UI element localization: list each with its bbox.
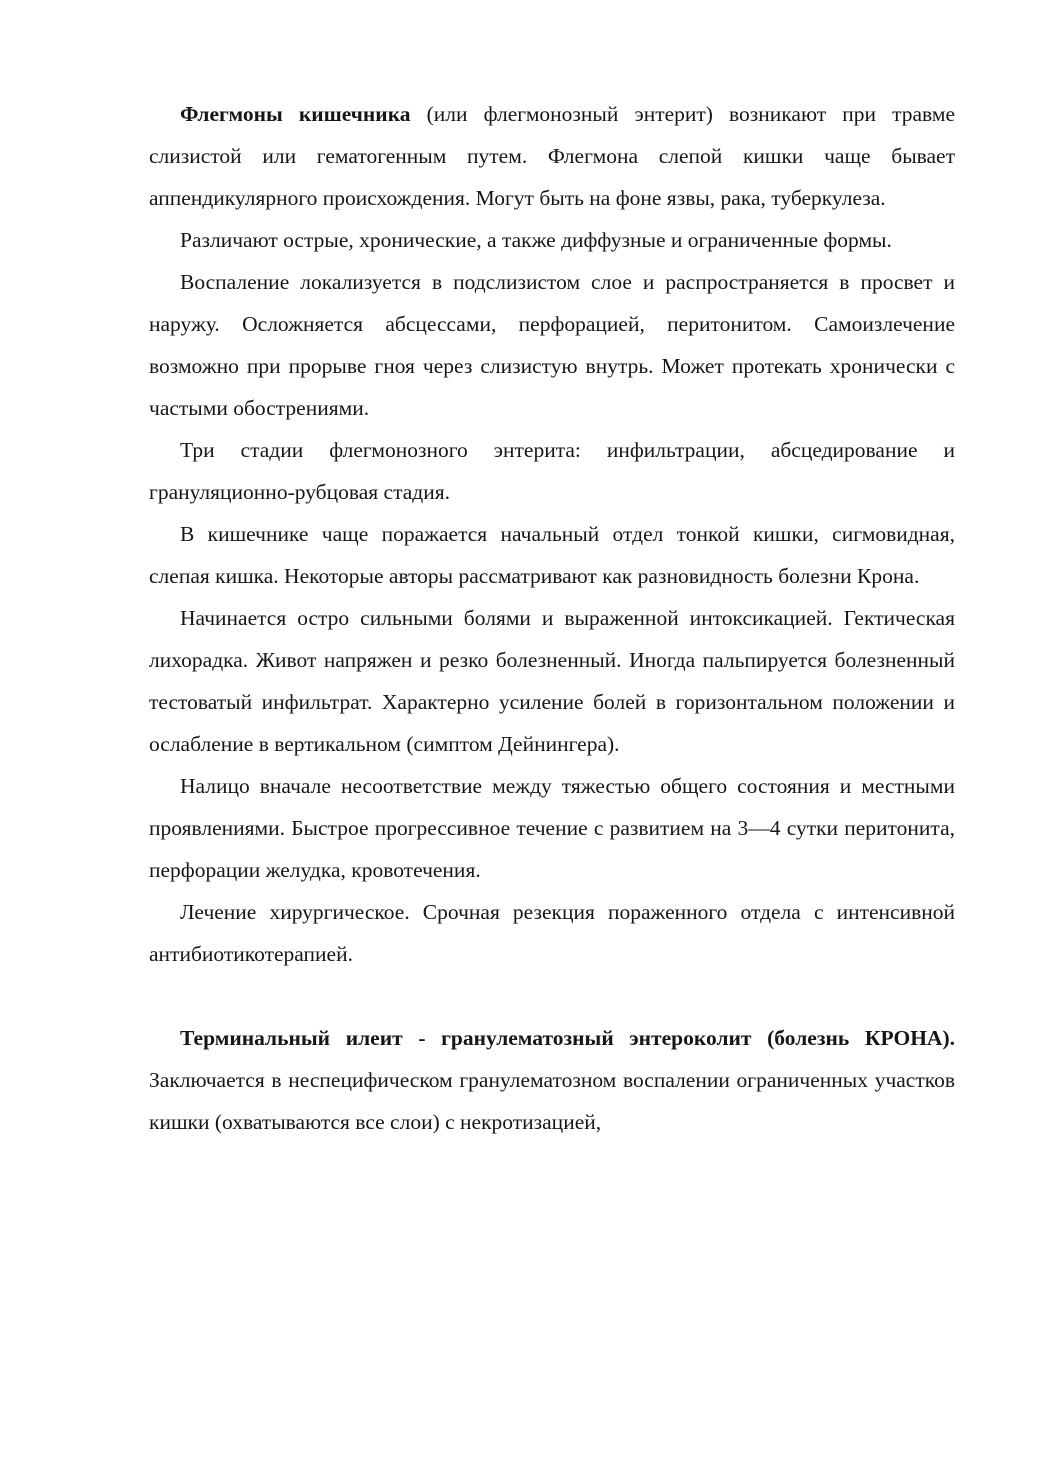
document-page [149, 93, 955, 1143]
section-spacer [149, 975, 955, 1017]
paragraph-text: Заключается в неспецифическом гранулематозном воспалении ограниченных участков кишки (охватываются все слои) с некротизацией, [149, 1068, 955, 1134]
section-heading-crohn: Терминальный илеит - гранулематозный энтероколит (болезнь КРОНА). [180, 1026, 955, 1050]
paragraph-treatment: Лечение хирургическое. Срочная резекция пораженного отдела с интенсивной антибиотикотерапией. [149, 900, 955, 966]
paragraph-localization: Воспаление локализуется в подслизистом слое и распространяется в просвет и наружу. Осложняется абсцессами, перфорацией, перитонитом. Самоизлечение возможно при прорыве гноя через слизистую внутрь. Может протекать хронически с частыми обострениями. [149, 270, 955, 420]
paragraph-stages: Три стадии флегмонозного энтерита: инфильтрации, абсцедирование и грануляционно-рубцовая стадия. [149, 438, 955, 504]
paragraph-crohn-intro [149, 1017, 955, 1143]
paragraph-phlegmon-intro [149, 93, 955, 219]
section-heading-phlegmon: Флегмоны кишечника [180, 102, 411, 126]
paragraph-course: Налицо вначале несоответствие между тяжестью общего состояния и местными проявлениями. Быстрое прогрессивное течение с развитием на 3—4 сутки перитонита, перфорации желудка, кровотечения. [149, 774, 955, 882]
paragraph-forms: Различают острые, хронические, а также диффузные и ограниченные формы. [180, 228, 892, 252]
paragraph-symptoms: Начинается остро сильными болями и выраженной интоксикацией. Гектическая лихорадка. Живот напряжен и резко болезненный. Иногда пальпируется болезненный тестоватый инфильтрат. Характерно усиление болей в горизонтальном положении и ослабление в вертикальном (симптом Дейнингера). [149, 606, 955, 756]
paragraph-text: (или флегмонозный энтерит) возникают при травме слизистой или гематогенным путем. Флегмона слепой кишки чаще бывает аппендикулярного происхождения. Могут быть на фоне язвы, рака, туберкулеза. [149, 102, 955, 210]
paragraph-location: В кишечнике чаще поражается начальный отдел тонкой кишки, сигмовидная, слепая кишка. Некоторые авторы рассматривают как разновидность болезни Крона. [149, 522, 955, 588]
